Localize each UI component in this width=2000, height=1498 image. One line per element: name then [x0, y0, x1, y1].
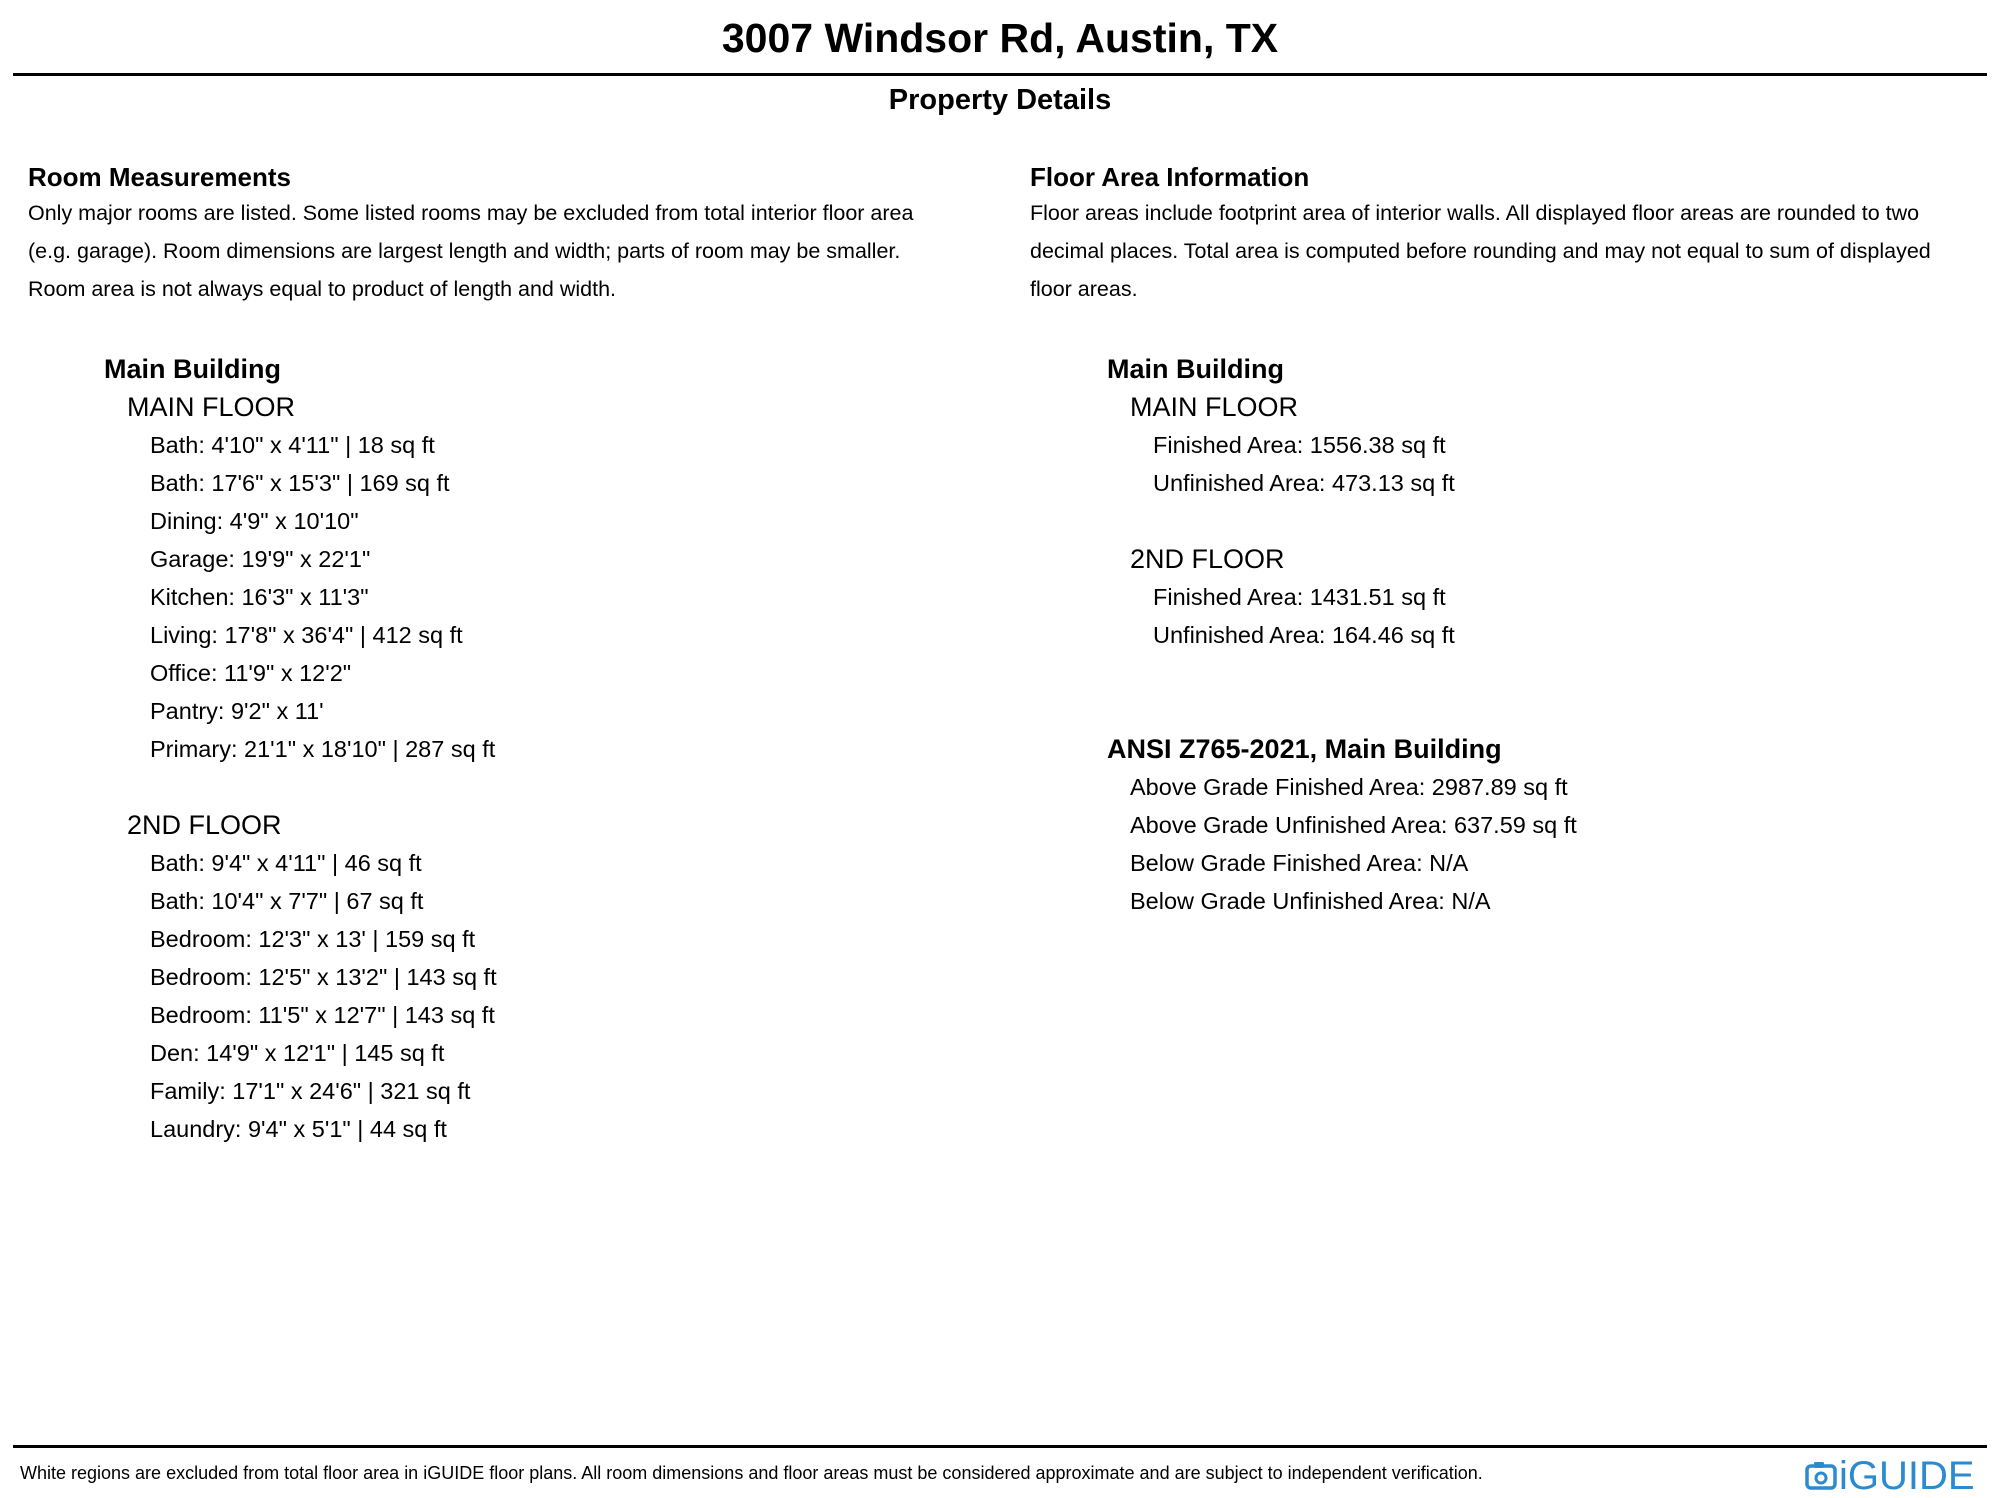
ansi-item: Below Grade Finished Area: N/A: [1130, 850, 1469, 876]
area-item: Finished Area: 1431.51 sq ft: [1153, 584, 1446, 610]
floor-area-list: [1107, 350, 1577, 920]
floor-name: 2ND FLOOR: [1130, 544, 1285, 574]
floor-name: 2ND FLOOR: [127, 810, 282, 840]
room-measurements-desc-line: (e.g. garage). Room dimensions are largest length and width; parts of room may be smaller.: [28, 239, 901, 263]
area-item: Finished Area: 1556.38 sq ft: [1153, 432, 1446, 458]
floor-area-desc-line: decimal places. Total area is computed before rounding and may not equal to sum of displayed: [1030, 239, 1931, 263]
floor-name: MAIN FLOOR: [1130, 392, 1299, 422]
room-item: Bath: 10'4" x 7'7" | 67 sq ft: [150, 888, 424, 914]
page-subtitle: Property Details: [888, 84, 1112, 116]
room-item: Office: 11'9" x 12'2": [150, 660, 352, 686]
logo-text: iGUIDE: [1839, 1454, 1975, 1498]
floor-area-section: [1030, 160, 1995, 308]
footer-disclaimer: White regions are excluded from total floor area in iGUIDE floor plans. All room dimensions and floor areas must be considered approximate and are subject to independent verification.: [20, 1463, 1483, 1483]
room-measurements-desc-line: Only major rooms are listed. Some listed rooms may be excluded from total interior floor area: [28, 201, 914, 225]
room-item: Laundry: 9'4" x 5'1" | 44 sq ft: [150, 1116, 447, 1142]
ansi-title: ANSI Z765-2021, Main Building: [1107, 734, 1502, 764]
room-item: Pantry: 9'2" x 11': [150, 698, 324, 724]
area-item: Unfinished Area: 164.46 sq ft: [1153, 622, 1455, 648]
ansi-item: Above Grade Finished Area: 2987.89 sq ft: [1130, 774, 1568, 800]
camera-icon: [1805, 1460, 1837, 1492]
room-item: Bedroom: 12'3" x 13' | 159 sq ft: [150, 926, 476, 952]
ansi-item: Above Grade Unfinished Area: 637.59 sq ft: [1130, 812, 1577, 838]
room-item: Bath: 4'10" x 4'11" | 18 sq ft: [150, 432, 435, 458]
room-item: Primary: 21'1" x 18'10" | 287 sq ft: [150, 736, 496, 762]
room-measurements-title: Room Measurements: [28, 162, 291, 192]
room-item: Den: 14'9" x 12'1" | 145 sq ft: [150, 1040, 445, 1066]
room-item: Bedroom: 11'5" x 12'7" | 143 sq ft: [150, 1002, 495, 1028]
page-title: 3007 Windsor Rd, Austin, TX: [721, 15, 1279, 61]
room-item: Bath: 9'4" x 4'11" | 46 sq ft: [150, 850, 422, 876]
room-measurements-desc-line: Room area is not always equal to product of length and width.: [28, 277, 617, 301]
room-item: Dining: 4'9" x 10'10": [150, 508, 359, 534]
floor-name: MAIN FLOOR: [127, 392, 296, 422]
room-item: Kitchen: 16'3" x 11'3": [150, 584, 369, 610]
room-item: Bedroom: 12'5" x 13'2" | 143 sq ft: [150, 964, 497, 990]
room-item: Garage: 19'9" x 22'1": [150, 546, 371, 572]
room-measurements-section: [28, 160, 988, 308]
iguide-logo: [1805, 1454, 1975, 1498]
building-title: Main Building: [1107, 354, 1284, 384]
floor-area-title: Floor Area Information: [1030, 162, 1310, 192]
floor-area-desc-line: floor areas.: [1030, 277, 1138, 301]
room-list: [104, 350, 497, 1148]
room-item: Bath: 17'6" x 15'3" | 169 sq ft: [150, 470, 450, 496]
room-item: Living: 17'8" x 36'4" | 412 sq ft: [150, 622, 463, 648]
floor-area-desc-line: Floor areas include footprint area of interior walls. All displayed floor areas are rounded to two: [1030, 201, 1920, 225]
header-divider: [13, 73, 1987, 76]
footer-divider: [13, 1445, 1987, 1448]
building-title: Main Building: [104, 354, 281, 384]
area-item: Unfinished Area: 473.13 sq ft: [1153, 470, 1455, 496]
room-item: Family: 17'1" x 24'6" | 321 sq ft: [150, 1078, 471, 1104]
ansi-item: Below Grade Unfinished Area: N/A: [1130, 888, 1491, 914]
